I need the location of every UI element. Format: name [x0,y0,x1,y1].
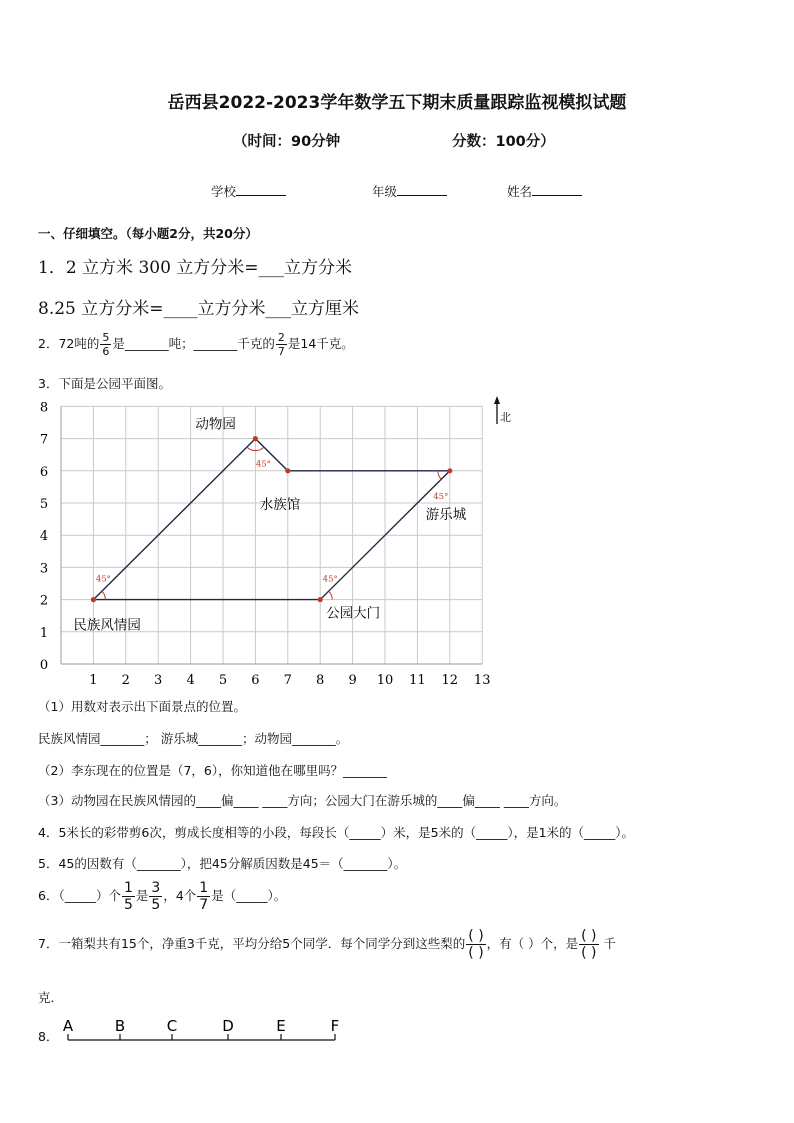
segment-point-label: E [276,1017,286,1035]
fraction-1-5: $\frac{1}{5}$ [123,880,133,913]
segment-point-label: B [114,1017,126,1035]
question-7-continued: 克． [38,990,64,1005]
x-tick-label: 8 [316,673,325,688]
segment-point-label: F [330,1017,340,1035]
x-tick-label: 11 [409,673,426,688]
school-label: 学校 [211,184,237,199]
question-5: 5．45的因数有（_______），把45分解质因数是45＝（_______）。 [38,856,407,871]
y-tick-label: 8 [39,400,49,416]
x-tick-label: 10 [376,673,394,688]
map-point-label: 民族风情园 [73,617,141,634]
exam-time: （时间：90分钟 [233,134,341,150]
angle-label: 45° [433,491,449,502]
x-tick-label: 13 [473,673,491,688]
segment-point-label: D [222,1017,234,1035]
map-point [253,436,258,441]
angle-arc [438,471,442,479]
question-7-text-a: 7．一箱梨共有15个，净重3千克，平均分给5个同学．每个同学分到这些梨的 [38,936,466,951]
park-route-line [93,439,449,600]
question-6-text-c: ，4个 [163,888,197,903]
question-7 [38,929,616,960]
question-2-text-b: 是_______吨；_______千克的 [112,336,275,351]
question-4: 4．5米长的彩带剪6次，剪成长度相等的小段，每段长（_____）米，是5米的（_____），是1米的（_____）。 [38,825,635,840]
exam-score: 分数：100分） [452,134,555,150]
question-1-line-1: 1．2 立方米 300 立方分米=___立方分米 [38,258,353,278]
x-tick-label: 3 [154,673,163,688]
chart-angle-marks [96,447,448,600]
x-tick-label: 12 [441,673,459,688]
map-point [318,597,323,602]
question-3-sub-2: （2）李东现在的位置是（7，6），你知道他在哪里吗？_______ [38,763,387,778]
chart-points [91,436,453,602]
y-tick-label: 5 [39,497,49,512]
north-label: 北 [500,411,511,424]
school-field [211,182,286,200]
question-2 [38,332,354,357]
y-tick-label: 7 [39,432,49,448]
map-point [91,597,96,602]
name-blank[interactable] [532,183,582,196]
fraction-blank-1: $\frac{( )}{( )}$ [468,928,484,961]
question-8-number: 8． [38,1029,59,1044]
segment-line [63,1017,339,1040]
question-7-text-c: 千 [603,936,617,951]
map-point-label: 动物园 [195,416,236,433]
chart-labels [73,416,466,634]
y-tick-label: 4 [39,529,49,545]
angle-arc [329,591,333,599]
y-tick-label: 6 [39,464,49,480]
origin-label: 0 [39,658,49,673]
segment-point-label: A [62,1017,74,1035]
question-3: 3．下面是公园平面图。 [38,376,171,391]
y-tick-label: 3 [39,561,49,577]
x-tick-label: 5 [218,673,228,688]
angle-label: 45° [95,574,111,585]
grade-blank[interactable] [397,183,447,196]
fraction-blank-2: $\frac{( )}{( )}$ [581,928,597,961]
section-heading: 一、仔细填空。（每小题2分，共20分） [38,226,258,241]
question-6 [38,881,286,912]
question-3-sub-1: （1）用数对表示出下面景点的位置。 [38,699,246,714]
fraction-5-6: $\frac{5}{6}$ [102,331,110,358]
fraction-1-7: $\frac{1}{7}$ [199,880,209,913]
x-tick-label: 1 [89,673,98,688]
angle-label: 45° [322,574,338,585]
map-point-label: 水族馆 [259,496,301,513]
grade-field [372,182,447,200]
segment-point-label: C [166,1017,178,1035]
x-tick-label: 9 [348,673,357,688]
park-map-chart [30,394,500,690]
chart-path [93,439,449,600]
x-tick-label: 2 [121,673,130,688]
fraction-2-7: $\frac{2}{7}$ [277,331,285,358]
x-tick-label: 6 [251,673,260,688]
map-point-label: 公园大门 [326,605,381,622]
name-field [507,182,582,200]
angle-arc [102,591,106,599]
question-6-text-a: 6．（_____）个 [38,888,121,903]
x-tick-label: 7 [283,673,292,688]
x-tick-label: 4 [186,673,195,688]
question-2-text-c: 是14千克。 [287,336,354,351]
chart-ticks [40,400,491,688]
segment-line-diagram [58,1014,348,1050]
name-label: 姓名 [507,184,533,199]
grade-label: 年级 [372,184,398,199]
angle-label: 45° [255,459,271,470]
question-3-sub-3: （3）动物园在民族风情园的____偏____ ____方向；公园大门在游乐城的____偏____ ____方向。 [38,793,567,808]
question-1-line-2: 8.25 立方分米=____立方分米___立方厘米 [38,299,359,319]
question-3-sub-1-answers: 民族风情园_______； 游乐城_______；动物园_______。 [38,731,349,746]
question-6-text-d: 是（_____）。 [211,888,287,903]
question-6-text-b: 是 [135,888,149,903]
map-point-label: 游乐城 [425,506,467,523]
school-blank[interactable] [236,183,286,196]
map-point [447,468,452,473]
question-7-text-b: ，有（ ）个，是 [486,936,579,951]
y-tick-label: 2 [39,593,49,609]
question-2-text-a: 2．72吨的 [38,336,100,351]
page-title: 岳西县2022-2023学年数学五下期末质量跟踪监视模拟试题 [167,93,627,113]
fraction-3-5: $\frac{3}{5}$ [151,880,161,913]
y-tick-label: 1 [39,625,49,641]
map-point [285,468,290,473]
